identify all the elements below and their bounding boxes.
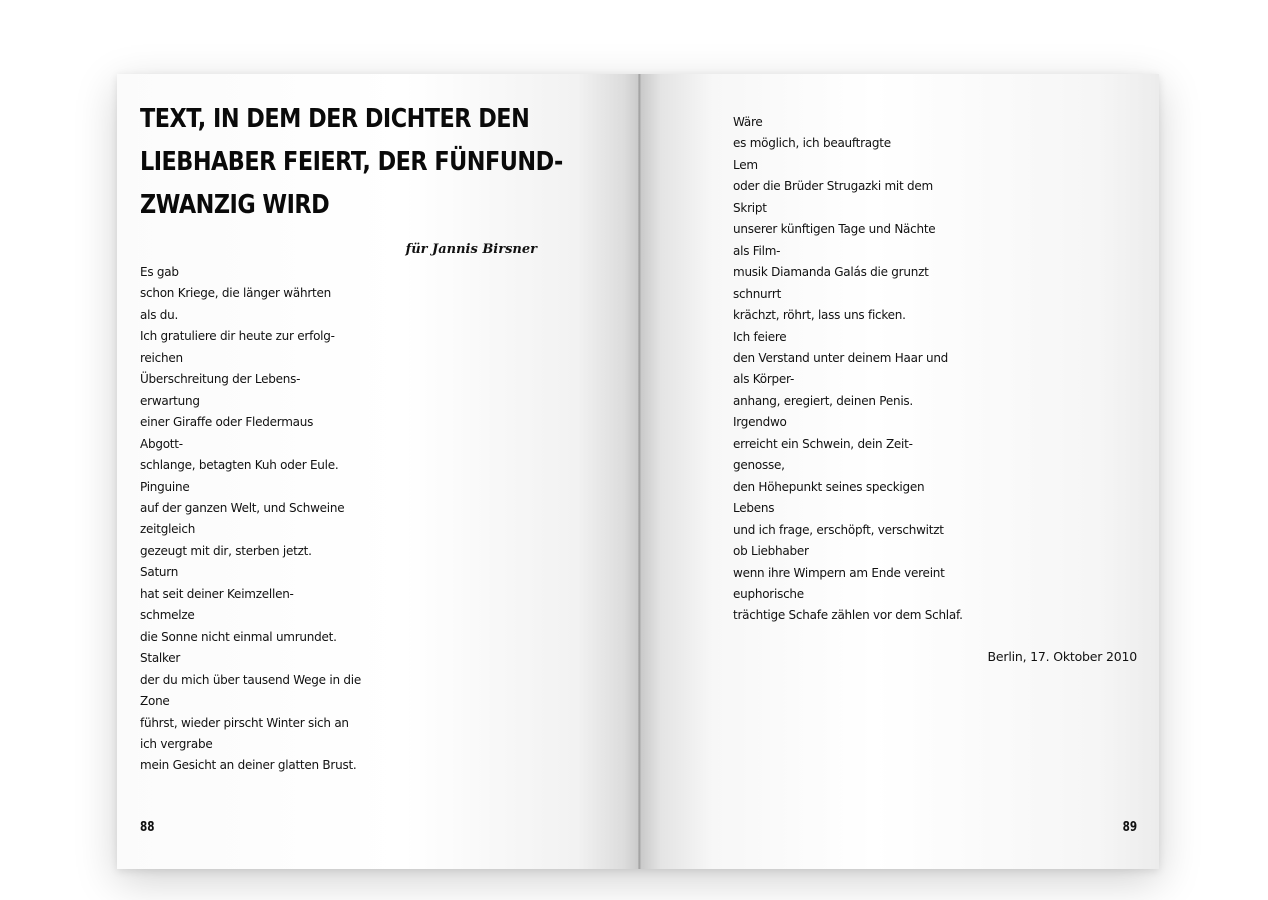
poem-line: Ich feiere (733, 329, 787, 344)
poem-line: ich vergrabe (140, 736, 213, 751)
poem-line: führst, wieder pirscht Winter sich an (140, 715, 349, 730)
right-page (640, 74, 1159, 869)
open-book (117, 74, 1159, 869)
poem-title (140, 98, 563, 227)
poem-line: Saturn (140, 565, 179, 580)
poem-line: wenn ihre Wimpern am Ende vereint (733, 565, 945, 580)
poem-line: krächzt, röhrt, lass uns ficken. (733, 308, 906, 323)
poem-line: und ich frage, erschöpft, verschwitzt (733, 522, 944, 537)
poem-line: auf der ganzen Welt, und Schweine (140, 500, 345, 515)
poem-line: Lebens (733, 501, 775, 516)
poem-line: den Höhepunkt seines speckigen (733, 479, 925, 494)
poem-line: Wäre (733, 115, 763, 129)
poem-line: als du. (140, 307, 179, 322)
poem-line: trächtige Schafe zählen vor dem Schlaf. (733, 608, 963, 623)
poem-line: Lem (733, 157, 758, 172)
place-date-line: Berlin, 17. Oktober 2010 (987, 649, 1137, 664)
poem-title-line: ZWANZIG WIRD (140, 190, 330, 220)
page-number-right: 89 (1122, 820, 1137, 835)
poem-line: schnurrt (733, 286, 782, 301)
poem-line: Pinguine (140, 479, 190, 494)
poem-line: musik Diamanda Galás die grunzt (733, 265, 929, 280)
poem-line: Es gab (140, 265, 179, 279)
book-gutter (638, 74, 641, 869)
poem-line: schon Kriege, die länger währten (140, 286, 331, 301)
poem-line: reichen (140, 350, 183, 365)
poem-line: Abgott- (140, 436, 183, 451)
poem-line: unserer künftigen Tage und Nächte (733, 222, 936, 237)
poem-line: genosse, (733, 458, 785, 473)
poem-line: die Sonne nicht einmal umrundet. (140, 629, 337, 644)
poem-line: schlange, betagten Kuh oder Eule. (140, 458, 339, 473)
poem-line: schmelze (140, 608, 195, 623)
poem-line: den Verstand unter deinem Haar und (733, 350, 949, 365)
poem-line: erwartung (140, 393, 200, 408)
poem-line: Stalker (140, 651, 181, 666)
dedication: für Jannis Birsner (405, 242, 537, 257)
poem-line: als Körper- (733, 372, 795, 387)
page-number-left: 88 (140, 820, 155, 835)
poem-title-line: TEXT, IN DEM DER DICHTER DEN (140, 104, 530, 134)
poem-line: es möglich, ich beauftragte (733, 136, 891, 151)
poem-line: Überschreitung der Lebens- (140, 372, 301, 387)
poem-line: einer Giraffe oder Fledermaus (140, 415, 314, 430)
poem-line: hat seit deiner Keimzellen- (140, 586, 294, 601)
poem-line: Ich gratuliere dir heute zur erfolg- (140, 329, 335, 344)
poem-line: anhang, eregiert, deinen Penis. (733, 393, 913, 408)
poem-line: Irgendwo (733, 415, 787, 430)
poem-line: euphorische (733, 586, 804, 601)
poem-line: erreicht ein Schwein, dein Zeit- (733, 436, 913, 451)
poem-line: gezeugt mit dir, sterben jetzt. (140, 543, 312, 558)
poem-line: Zone (140, 694, 170, 709)
poem-line: mein Gesicht an deiner glatten Brust. (140, 758, 357, 773)
poem-line: oder die Brüder Strugazki mit dem (733, 179, 933, 194)
poem-line: als Film- (733, 243, 781, 258)
left-page (117, 74, 640, 869)
poem-line: Skript (733, 200, 767, 215)
poem-line: der du mich über tausend Wege in die (140, 672, 361, 687)
poem-line: ob Liebhaber (733, 544, 809, 559)
poem-title-line: LIEBHABER FEIERT, DER FÜNFUND- (140, 147, 563, 177)
poem-text-left (140, 262, 361, 777)
poem-line: zeitgleich (140, 522, 196, 537)
poem-text-right (733, 112, 963, 627)
